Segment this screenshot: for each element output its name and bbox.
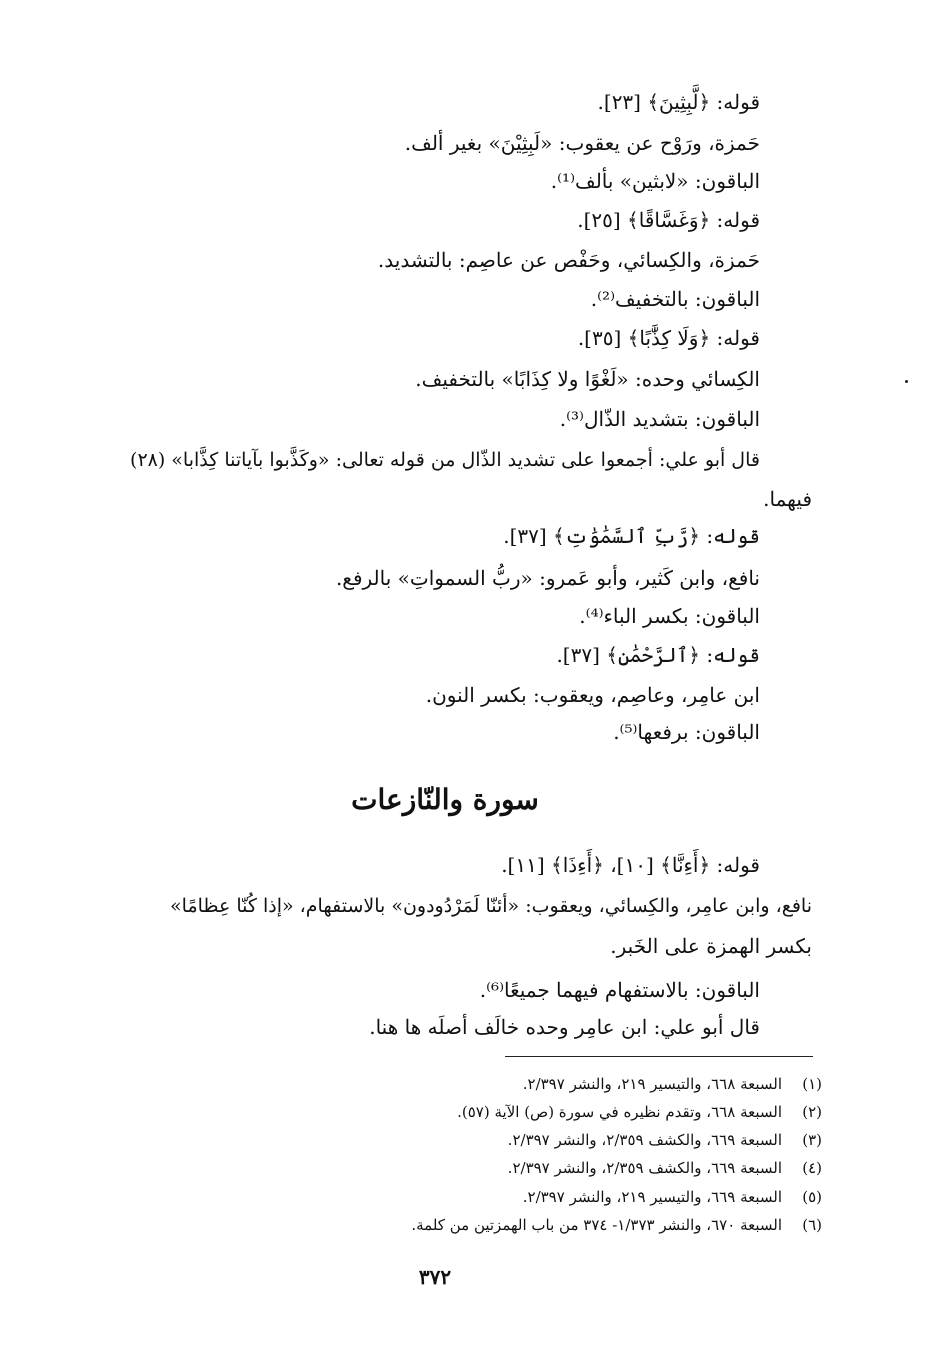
text-line: قوله: ﴿وَلَا كِذَّٰبًا﴾ [٣٥]. (577, 326, 760, 350)
footnote-text: السبعة ٦٦٩، والتيسير ٢١٩، والنشر ٢/٣٩٧. (522, 1188, 782, 1206)
footnote-text: السبعة ٦٦٩، والكشف ٢/٣٥٩، والنشر ٢/٣٩٧. (507, 1131, 782, 1149)
footnote-text: السبعة ٦٦٨، وتقدم نظيره في سورة (ص) الآية (٥٧). (457, 1103, 782, 1121)
text-line: الباقون: برفعها⁽⁵⁾. (613, 720, 760, 744)
text-line: قال أبو علي: أجمعوا على تشديد الذّال من قوله تعالى: «وكَذَّبوا بآياتنا كِذَّابا» (٢٨) (130, 449, 760, 471)
footnote (508, 1155, 822, 1181)
footnote-number: (٤) (802, 1159, 822, 1177)
text-line: قوله: ﴿رَّبِّ ٱلسَّمَٰوَٰتِ﴾ [٣٧]. (503, 524, 760, 548)
text-line: الباقون: بكسر الباء⁽⁴⁾. (579, 604, 760, 628)
footnote-text: السبعة ٦٦٩، والكشف ٢/٣٥٩، والنشر ٢/٣٩٧. (507, 1159, 782, 1177)
text-line: فيهما. (763, 487, 812, 511)
text-line: قوله: ﴿وَغَسَّاقًا﴾ [٢٥]. (577, 208, 760, 232)
text-line: بكسر الهمزة على الخَبر. (610, 934, 812, 958)
text-line: نافع، وابن عامِر، والكِسائي، ويعقوب: «أئنّا لَمَرْدُودون» بالاستفهام، «إذا كُنّا عِظامًا» (170, 895, 812, 917)
footnote (411, 1212, 822, 1238)
footnote (457, 1099, 822, 1125)
margin-mark (905, 380, 908, 383)
text-line: قوله: ﴿لَّبِثِينَ﴾ [٢٣]. (597, 90, 760, 114)
text-line: حَمزة، ورَوْح عن يعقوب: «لَبِثِيْنَ» بغير ألف. (404, 131, 760, 155)
text-line: الباقون: «لابثين» بألف⁽¹⁾. (550, 169, 760, 193)
page-number: ٣٧٢ (418, 1265, 452, 1289)
text-line: الباقون: بالاستفهام فيهما جميعًا⁽⁶⁾. (479, 978, 760, 1002)
text-line: حَمزة، والكِسائي، وحَفْص عن عاصِم: بالتشديد. (377, 248, 760, 272)
footnote-number: (٣) (802, 1131, 822, 1149)
text-line: ابن عامِر، وعاصِم، ويعقوب: بكسر النون. (425, 683, 760, 707)
text-line: الباقون: بالتخفيف⁽²⁾. (590, 287, 760, 311)
text-line: قوله: ﴿ٱلرَّحْمَٰنِ﴾ [٣٧]. (556, 643, 760, 667)
footnote-text: السبعة ٦٦٨، والتيسير ٢١٩، والنشر ٢/٣٩٧. (522, 1075, 782, 1093)
footnote-separator (505, 1056, 813, 1057)
footnote-number: (٥) (802, 1188, 822, 1206)
text-line: الباقون: بتشديد الذّال⁽³⁾. (559, 407, 760, 431)
section-title: سورة والنّازعات (351, 783, 539, 816)
footnote-text: السبعة ٦٧٠، والنشر ١/٣٧٣- ٣٧٤ من باب الهمزتين من كلمة. (411, 1216, 782, 1234)
footnote (523, 1071, 822, 1097)
text-line: قوله: ﴿أَءِنَّا﴾ [١٠]، ﴿أَءِذَا﴾ [١١]. (501, 853, 760, 877)
footnote-number: (٢) (802, 1103, 822, 1121)
footnote (523, 1184, 822, 1210)
text-line: قال أبو علي: ابن عامِر وحده خالَف أصلَه ها هنا. (369, 1015, 760, 1039)
footnote-number: (٦) (802, 1216, 822, 1234)
footnote (508, 1127, 822, 1153)
text-line: نافع، وابن كَثير، وأبو عَمرو: «ربُّ السمواتِ» بالرفع. (335, 566, 760, 590)
text-line: الكِسائي وحده: «لَغْوًا ولا كِذَابًا» بالتخفيف. (415, 367, 760, 391)
footnote-number: (١) (802, 1075, 822, 1093)
